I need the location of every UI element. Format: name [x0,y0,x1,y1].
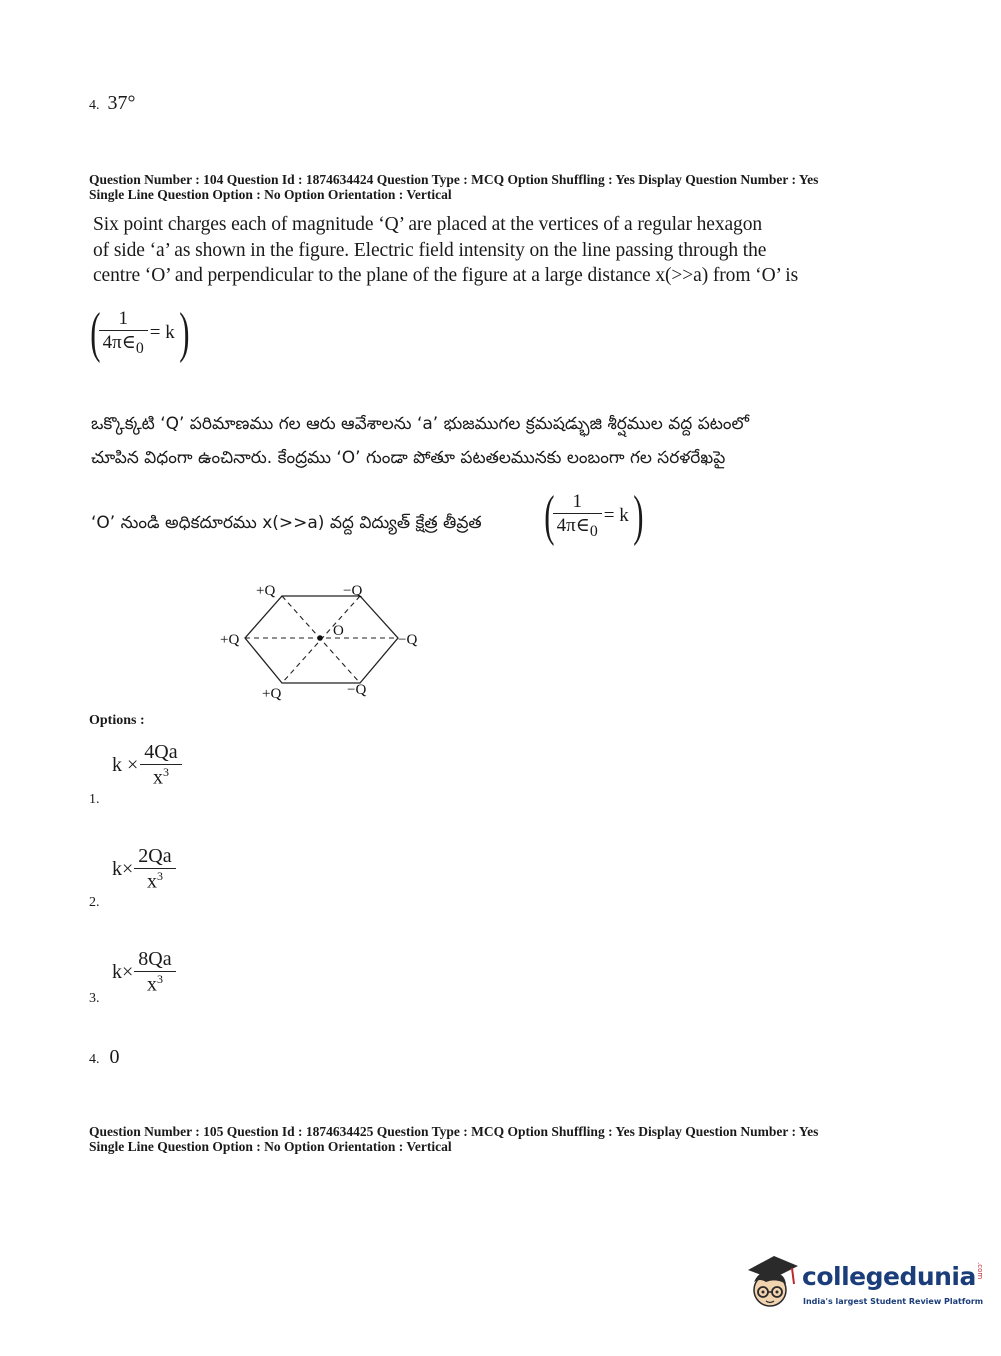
q105-meta [89,1124,818,1154]
english-line-3: centre ‘O’ and perpendicular to the plane of the figure at a large distance x(>>a) from ‘O’ is [93,265,799,286]
telugu-line-1: ఒక్కొక్కటి ‘Q’ పరిమాణము గల ఆరు ఆవేశాలను ‘a’ భుజముగల క్రమషడ్భుజి శీర్షముల వద్ద పటంలో [91,414,750,434]
constant-numerator: 1 [99,308,148,331]
option-1[interactable] [112,741,182,790]
label-right: −Q [398,632,418,648]
option-1-number: 1. [89,792,100,807]
constant-expression [86,302,193,364]
option-denominator: $x^3$ [146,869,163,893]
right-paren: ) [178,302,190,364]
option-3[interactable] [112,948,176,997]
option-prefix: k× [112,857,134,880]
english-line-1: Six point charges each of magnitude ‘Q’ are placed at the vertices of a regular hexagon [93,214,763,235]
option-numerator: 8Qa [134,948,175,972]
option-4-value: 0 [109,1046,120,1068]
option-2[interactable] [112,845,176,894]
option-prefix: k× [112,960,134,983]
option-numerator: 4Qa [140,741,181,765]
option-denominator: $x^3$ [152,765,169,789]
telugu-line-3: ‘O’ నుండి అధికదూరము x(>>a) వద్ద విద్యుత్ క్షేత్ర తీవ్రత [91,513,482,533]
option-4[interactable] [89,1046,120,1069]
q104-meta-line1: Question Number : 104 Question Id : 1874634424 Question Type : MCQ Option Shuffling : Yes Display Question Number : Yes [89,172,819,187]
constant-equals: = k [603,505,629,526]
option-3-number: 3. [89,991,100,1006]
left-paren: ( [90,302,101,364]
q105-meta-line2: Single Line Question Option : No Option Orientation : Vertical [89,1139,452,1154]
prev-option-4 [89,92,136,115]
logo-tagline: India's largest Student Review Platform [803,1297,984,1306]
q104-telugu-text [91,407,749,475]
telugu-line-2: చూపిన విధంగా ఉంచినారు. కేంద్రము ‘O’ గుండా పోతూ పటతలమునకు లంబంగా గల సరళరేఖపై [91,448,726,468]
option-prefix: k × [112,753,139,776]
english-line-2: of side ‘a’ as shown in the figure. Electric field intensity on the line passing through the [93,239,767,261]
label-top-right: −Q [343,583,363,599]
option-denominator: $x^3$ [146,972,163,996]
logo-suffix: .com [975,1262,984,1280]
left-paren: ( [544,485,555,547]
collegedunia-logo[interactable] [740,1252,984,1317]
label-top-left: +Q [256,583,276,599]
option-value: 37° [107,92,136,114]
option-fraction [140,741,181,790]
option-numerator: 2Qa [134,845,175,869]
q104-meta [89,172,818,202]
mascot-icon [740,1252,800,1314]
option-2-number: 2. [89,895,100,910]
constant-equals: = k [149,322,175,343]
label-left: +Q [220,632,240,648]
label-center: O [333,623,344,639]
option-fraction [134,948,175,997]
q105-meta-line1: Question Number : 105 Question Id : 1874634425 Question Type : MCQ Option Shuffling : Yes Display Question Number : Yes [89,1124,819,1139]
constant-fraction [553,491,602,541]
option-fraction [134,845,175,894]
hexagon-figure [210,575,440,705]
q104-english-text [93,212,798,289]
constant-numerator: 1 [553,491,602,514]
options-label: Options : [89,713,145,728]
logo-brand: collegedunia [802,1262,976,1291]
constant-expression-telugu [540,485,647,547]
constant-denominator: $4\pi\in_0$ [102,332,144,357]
label-bottom-right: −Q [347,682,367,698]
option-number: 4. [89,98,100,113]
center-point [317,635,323,641]
label-bottom-left: +Q [262,686,282,702]
option-4-number: 4. [89,1052,100,1067]
right-paren: ) [632,485,644,547]
q104-meta-line2: Single Line Question Option : No Option Orientation : Vertical [89,187,452,202]
constant-fraction [99,308,148,358]
constant-denominator: $4\pi\in_0$ [556,515,598,540]
